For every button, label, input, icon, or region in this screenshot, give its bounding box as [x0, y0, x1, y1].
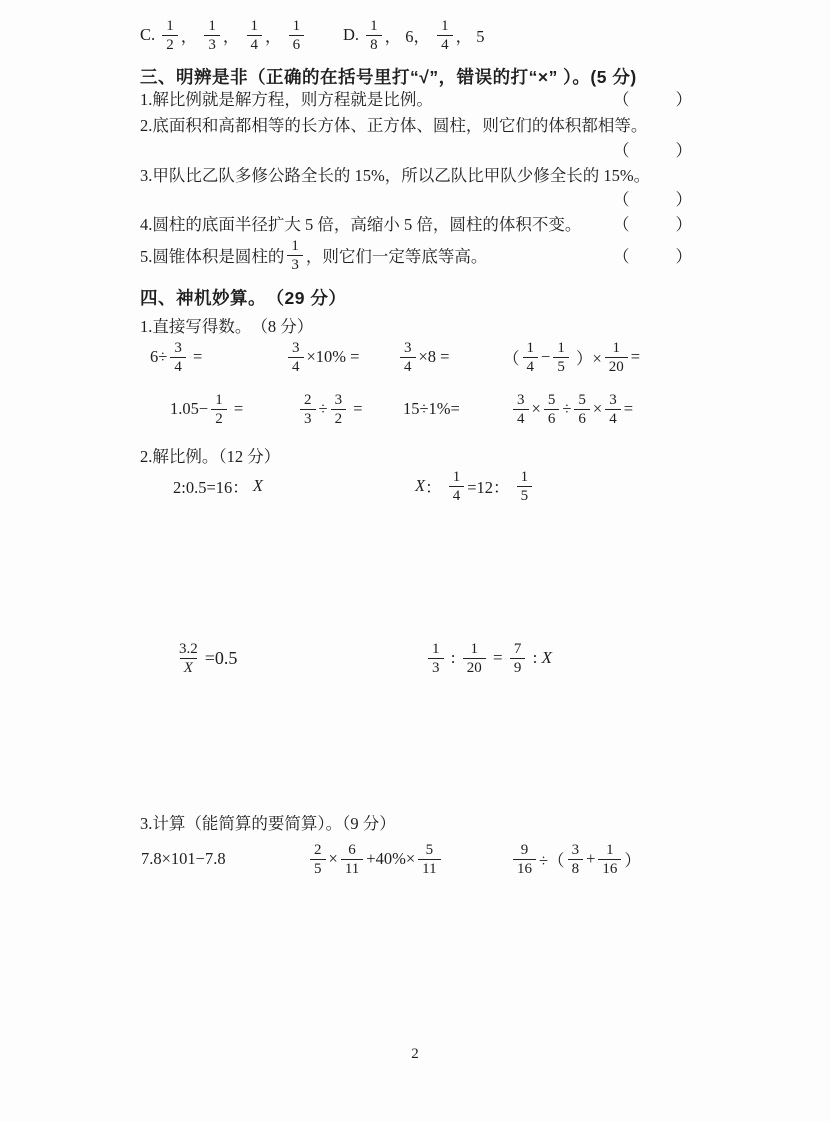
calc-part1-title: 1.直接写得数。 （8 分） [140, 317, 314, 336]
fraction: $\frac{1}{3}$ [204, 17, 220, 54]
fraction: $\frac{1}{16}$ [598, 841, 621, 878]
fraction: $\frac{3}{8}$ [568, 841, 584, 878]
fraction: $\frac{3}{4}$ [513, 391, 529, 428]
proportion-expression: 2:0.5=16： X [173, 476, 263, 497]
calc-expression: （ $\frac{1}{4}$ − $\frac{1}{5}$ ）× $\frac{1}{20}$ = [503, 339, 641, 375]
simplify-row [0, 832, 830, 886]
proportion-expression: $\frac{1}{3}$ : $\frac{1}{20}$ = $\frac{7}{9}$ : X [425, 630, 552, 686]
tf-question-2 [140, 113, 692, 135]
calc-part3-title: 3.计算（能简算的要简算）。（9 分） [140, 814, 396, 833]
fraction: $\frac{1}{2}$ [162, 17, 178, 54]
fraction: $\frac{1}{5}$ [517, 468, 533, 505]
fraction: $\frac{1}{4}$ [449, 468, 465, 505]
fraction: $\frac{9}{16}$ [513, 841, 536, 878]
fraction: $\frac{5}{11}$ [418, 841, 440, 878]
tf-question-4-text: 4.圆柱的底面半径扩大 5 倍，高缩小 5 倍，圆柱的体积不变。 [140, 215, 582, 234]
calc-expression: 7.8×101−7.8 [141, 849, 226, 868]
tf-question-2-bracket-line [140, 138, 692, 160]
fraction: $\frac{3}{4}$ [288, 339, 304, 376]
mental-math-row-2 [0, 385, 830, 433]
tf-question-5 [140, 232, 692, 278]
proportion-expression: X ： $\frac{1}{4}$ =12： $\frac{1}{5}$ [415, 461, 535, 511]
fraction: $\frac{1}{4}$ [247, 17, 263, 54]
fraction: $\frac{1}{3}$ [428, 640, 444, 677]
fraction: $\frac{5}{6}$ [574, 391, 590, 428]
fraction: $\frac{7}{9}$ [510, 640, 526, 677]
calc-expression: 15÷1%= [403, 399, 460, 418]
calc-part2-title: 2.解比例。（12 分） [140, 447, 281, 466]
fraction: $\frac{2}{3}$ [300, 391, 316, 428]
proportion-expression: $\frac{3.2}{X}$ =0.5 [172, 630, 237, 686]
fraction: $\frac{2}{5}$ [310, 841, 326, 878]
fraction: $\frac{1}{2}$ [211, 391, 227, 428]
tf-question-3-bracket-line [140, 187, 692, 209]
proportion-row-2 [0, 630, 830, 686]
tf-question-2-text: 2.底面积和高都相等的长方体、正方体、圆柱，则它们的体积都相等。 [140, 116, 648, 135]
calc-expression: $\frac{3}{4}$ × $\frac{5}{6}$ ÷ $\frac{5}{6}$ × $\frac{3}{4}$ = [510, 385, 633, 433]
answer-bracket-3: （ ） [613, 190, 692, 209]
calc-expression: $\frac{9}{16}$ ÷（ $\frac{3}{8}$ + $\frac{1}{16}$ ） [510, 832, 641, 886]
tf-question-4 [140, 212, 692, 234]
page-number: 2 [411, 1046, 419, 1062]
fraction: $\frac{1}{4}$ [437, 17, 453, 54]
tf-question-5-text: 5.圆锥体积是圆柱的 $\frac{1}{3}$ ，则它们一定等底等高。 [140, 237, 488, 273]
calc-expression: $\frac{3}{4}$ ×8 = [397, 333, 450, 381]
tf-question-1-text: 1.解比例就是解方程，则方程就是比例。 [140, 90, 433, 109]
calc-expression: 1.05− $\frac{1}{2}$ = [170, 391, 244, 427]
tf-question-3-text: 3.甲队比乙队多修公路全长的 15%，所以乙队比甲队少修全长的 15%。 [140, 166, 651, 185]
calc-expression: $\frac{2}{3}$ ÷ $\frac{3}{2}$ = [297, 385, 363, 433]
tf-question-1 [140, 87, 692, 109]
fraction: $\frac{1}{20}$ [605, 339, 628, 376]
answer-bracket-1: （ ） [613, 90, 692, 109]
fraction: $\frac{3}{4}$ [605, 391, 621, 428]
fraction: $\frac{1}{4}$ [523, 339, 539, 376]
tf-question-3 [140, 163, 692, 185]
section-four-heading: 四、神机妙算。 （29 分） [140, 288, 347, 308]
fraction: $\frac{1}{8}$ [366, 17, 382, 54]
fraction: $\frac{1}{3}$ [287, 237, 303, 274]
fraction: $\frac{1}{5}$ [553, 339, 569, 376]
fraction: $\frac{3.2}{X}$ [179, 640, 198, 676]
section-three-heading: 三、明辨是非（正确的在括号里打“√”，错误的打“×” ）。(5 分) [140, 67, 637, 87]
fraction: $\frac{3}{2}$ [331, 391, 347, 428]
proportion-row-1 [0, 461, 830, 511]
fraction: $\frac{3}{4}$ [170, 339, 186, 376]
mental-math-row-1 [0, 333, 830, 381]
fraction: $\frac{1}{20}$ [463, 640, 486, 677]
fraction: $\frac{5}{6}$ [544, 391, 560, 428]
calc-expression: 6÷ $\frac{3}{4}$ = [150, 339, 203, 375]
option-d: D. $\frac{1}{8}$ ， 6， $\frac{1}{4}$ ， 5 [343, 17, 485, 53]
fraction: $\frac{6}{11}$ [341, 841, 363, 878]
fraction: $\frac{1}{6}$ [289, 17, 305, 54]
answer-bracket-4: （ ） [613, 215, 692, 234]
option-c: C. $\frac{1}{2}$ ， $\frac{1}{3}$ ， $\frac{1}{4}$ ， $\frac{1}{6}$ [140, 12, 307, 58]
answer-bracket-5: （ ） [613, 247, 692, 266]
calc-expression: $\frac{3}{4}$ ×10% = [285, 333, 359, 381]
fraction: $\frac{3}{4}$ [400, 339, 416, 376]
calc-expression: $\frac{2}{5}$ × $\frac{6}{11}$ +40%× $\frac{5}{11}$ [307, 832, 444, 886]
answer-bracket-2: （ ） [613, 141, 692, 160]
